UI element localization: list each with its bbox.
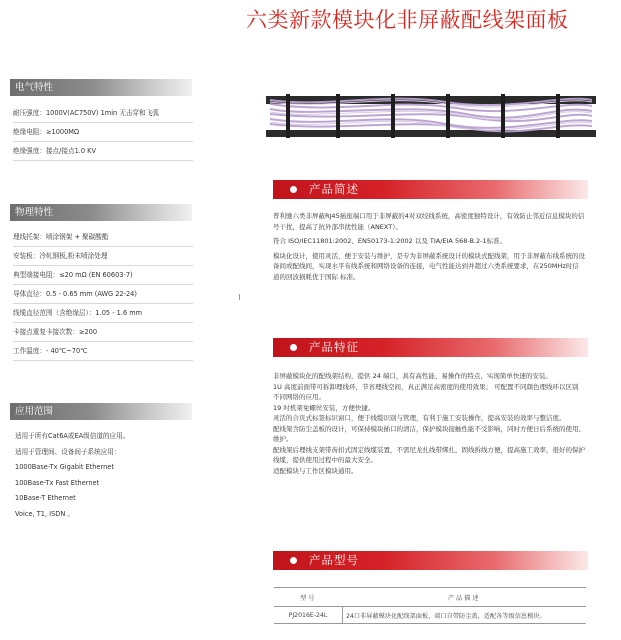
feature-line: 灵活的合页式标签标识窗口，便于线缆识别与管理，有利于施工安装操作，提高安装的效率与整洁度。 [273, 414, 566, 422]
application-item: 适用于所有Cat6A或EA级信道的应用。 [15, 432, 130, 440]
physical-item: 导体直径：0.5 - 0.65 mm (AWG 22-24) [13, 285, 193, 304]
electrical-item: 绝缘电阻：≥1000MΩ [13, 123, 193, 142]
model-table [274, 587, 586, 624]
patch-panel-image [266, 90, 596, 144]
feature-line: 非屏蔽模块化的配线架结构，提供 24 端口，具有高性能、易操作的特点，实现简单快速的安装。 [273, 372, 552, 380]
feature-line: 适配模块与工作区模块通用。 [273, 466, 358, 475]
bullet-dot-icon [290, 344, 297, 351]
model-table-header-row [274, 588, 586, 607]
features-heading-bar [273, 338, 588, 357]
models-heading-bar [273, 551, 588, 570]
application-item: 适用于管理间、设备间子系统应用： [15, 447, 121, 456]
application-list [15, 429, 215, 522]
physical-item: 卡接点重复卡接次数：≥200 [13, 323, 193, 342]
features-heading: 产品特征 [309, 340, 359, 354]
physical-item: 典型端接电阻：≤20 mΩ (EN 60603-7) [13, 266, 193, 285]
physical-heading: 物理特性 [10, 204, 192, 221]
application-item: 100Base-Tx Fast Ethernet [15, 478, 100, 487]
electrical-item: 耐压强度：1000V(AC750V) 1min 无击穿和飞弧 [13, 104, 193, 123]
model-cell: PJ2016E-24L [274, 607, 343, 624]
electrical-heading: 电气特性 [10, 79, 192, 96]
application-item: Voice, T1, ISDN 。 [15, 509, 74, 518]
page-title: 六类新款模块化非屏蔽配线架面板 [246, 8, 569, 32]
application-item: 10Base-T Ethernet [15, 494, 76, 502]
feature-line: 配线架后理线支架带齿扣式固定线缆装置，不需尼龙扎线带绑扎，固线拆线方便，提高施工效率，很好的保护线缆，提供使用过程中的最大安全。 [273, 445, 585, 464]
application-item: 1000Base-Tx Gigabit Ethernet [15, 463, 114, 471]
feature-line: 19 吋机架免螺丝安装，方便快捷。 [273, 403, 375, 412]
intro-body [273, 211, 585, 282]
intro-heading-bar [273, 180, 588, 199]
description-cell: 24口非屏蔽模块化配线架面板，端口自带防尘盖，适配各等级信息模块。 [343, 607, 587, 624]
column-header-description: 产品描述 [343, 588, 587, 607]
column-header-model: 型号 [274, 588, 343, 607]
table-row [274, 607, 586, 624]
bullet-dot-icon [290, 557, 297, 564]
physical-list [13, 228, 193, 361]
application-heading: 应用范围 [10, 403, 192, 420]
intro-paragraph: 普利驰六类非屏蔽RJ45插座端口用于非屏蔽的4对双绞线系统，高密度独特设计，有效防止邻近信息模块的信号干扰，提高了抗外部串扰性能（ANEXT）。 [273, 212, 585, 231]
intro-heading: 产品简述 [309, 182, 359, 196]
bullet-dot-icon [290, 186, 297, 193]
features-body [273, 371, 585, 476]
electrical-list [13, 104, 193, 161]
electrical-item: 绝缘强度：接点/接点1.0 KV [13, 142, 193, 161]
physical-item: 线缆直径范围（含绝缘层）：1.05 - 1.6 mm [13, 304, 193, 323]
intro-paragraph: 符合 ISO/IEC11801:2002、EN50173-1:2002 以及 TIA/EIA 568-B.2-1标准。 [273, 237, 507, 245]
feature-line: 1U 高度前面带可拆卸理线环，节省理线空间，真正满足高密度的使用效果； 可配置不同颜色理线环以区别不同网络的应用。 [273, 382, 579, 401]
models-heading: 产品型号 [309, 553, 359, 567]
physical-item: 安装板：冷轧钢板,粉末喷涂处理 [13, 247, 193, 266]
divider-mark [239, 294, 240, 300]
feature-line: 配线架含防尘盖板的设计，可保持模块插口的清洁，保护模块接触性能不受影响，同时方便日后系统的使用、维护。 [273, 424, 585, 443]
physical-item: 理线托架：喷涂钢架 + 聚碳酸酯 [13, 228, 193, 247]
intro-paragraph: 模块化设计，使用灵活，便于安装与维护，是专为非屏蔽系统设计的模块式配线架，用于非屏蔽布线系统的设备间或配线间，实现水平布线系统和网络设备的连接，电气性能达到并超过六类系统要求，在250MHz时信道的回波损耗优于国际 标准。 [273, 251, 585, 281]
physical-item: 工作温度：- 40℃~70℃ [13, 342, 193, 361]
